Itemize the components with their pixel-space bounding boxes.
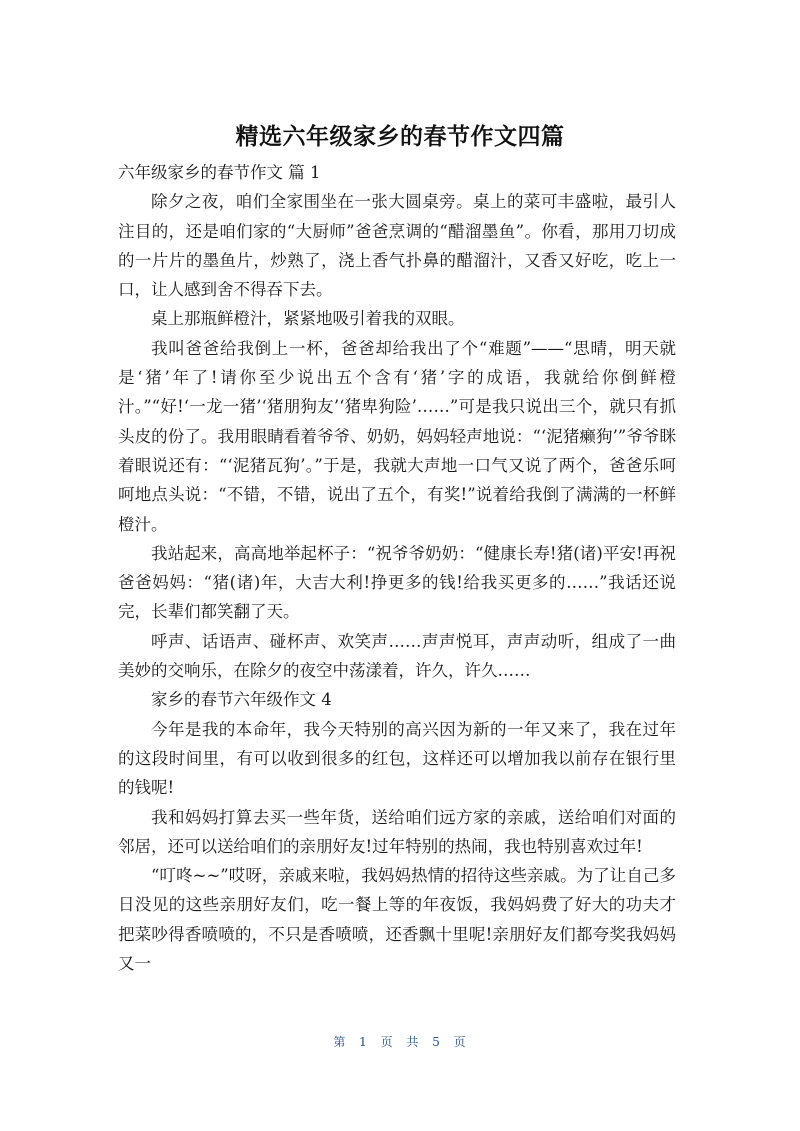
section-heading-2: 家乡的春节六年级作文 4 [151,690,332,710]
paragraph: 桌上那瓶鲜橙汁，紧紧地吸引着我的双眼。 [151,309,465,329]
paragraph: 除夕之夜，咱们全家围坐在一张大圆桌旁。桌上的菜可丰盛啦，最引人注目的，还是咱们家的“大厨师”爸爸烹调的“醋溜墨鱼”。你看，那用刀切成的一片片的墨鱼片，炒熟了，浇上香气扑鼻的醋溜汁，又香又好吃，吃上一口，让人感到舍不得吞下去。 [118,192,676,300]
document-title: 精选六年级家乡的春节作文四篇 [235,124,565,150]
document-body [118,158,676,978]
paragraph: 我和妈妈打算去买一些年货，送给咱们远方家的亲戚，送给咱们对面的邻居，还可以送给咱们的亲朋好友!过年特别的热闹，我也特别喜欢过年! [118,807,676,856]
paragraph: 呼声、话语声、碰杯声、欢笑声……声声悦耳，声声动听，组成了一曲美妙的交响乐，在除夕的夜空中荡漾着，许久，许久…… [118,631,676,681]
paragraph: 我叫爸爸给我倒上一杯，爸爸却给我出了个“难题”——“思晴，明天就是‘猪’年了!请你至少说出五个含有‘猪’字的成语，我就给你倒鲜橙汁。”“好!‘一龙一猪’‘猪朋狗友’‘猪卑狗险’……”可是我只说出三个，就只有抓头皮的份了。我用眼睛看着爷爷、奶奶，妈妈轻声地说：“‘泥猪癞狗’”爷爷眯着眼说还有：“‘泥猪瓦狗’。”于是，我就大声地一口气又说了两个，爸爸乐呵呵地点头说：“不错，不错，说出了五个，有奖!”说着给我倒了满满的一杯鲜橙汁。 [118,338,676,534]
section-heading-1: 六年级家乡的春节作文 篇 1 [118,163,321,182]
page-footer: 第 1 页 共 5 页 [333,1035,467,1049]
paragraph: “叮咚~~”哎呀，亲戚来啦，我妈妈热情的招待这些亲戚。为了让自己多日没见的这些亲朋好友们，吃一餐上等的年夜饭，我妈妈费了好大的功夫才把菜吵得香喷喷的，不只是香喷喷，还香飘十里呢!亲朋好友们都夸奖我妈妈又一 [118,866,676,974]
paragraph: 今年是我的本命年，我今天特别的高兴因为新的一年又来了，我在过年的这段时间里，有可以收到很多的红包，这样还可以增加我以前存在银行里的钱呢! [118,719,676,798]
paragraph: 我站起来，高高地举起杯子：“祝爷爷奶奶：“健康长寿!猪(诸)平安!再祝爸爸妈妈：“猪(诸)年，大吉大利!挣更多的钱!给我买更多的……”我话还说完，长辈们都笑翻了天。 [118,543,676,622]
